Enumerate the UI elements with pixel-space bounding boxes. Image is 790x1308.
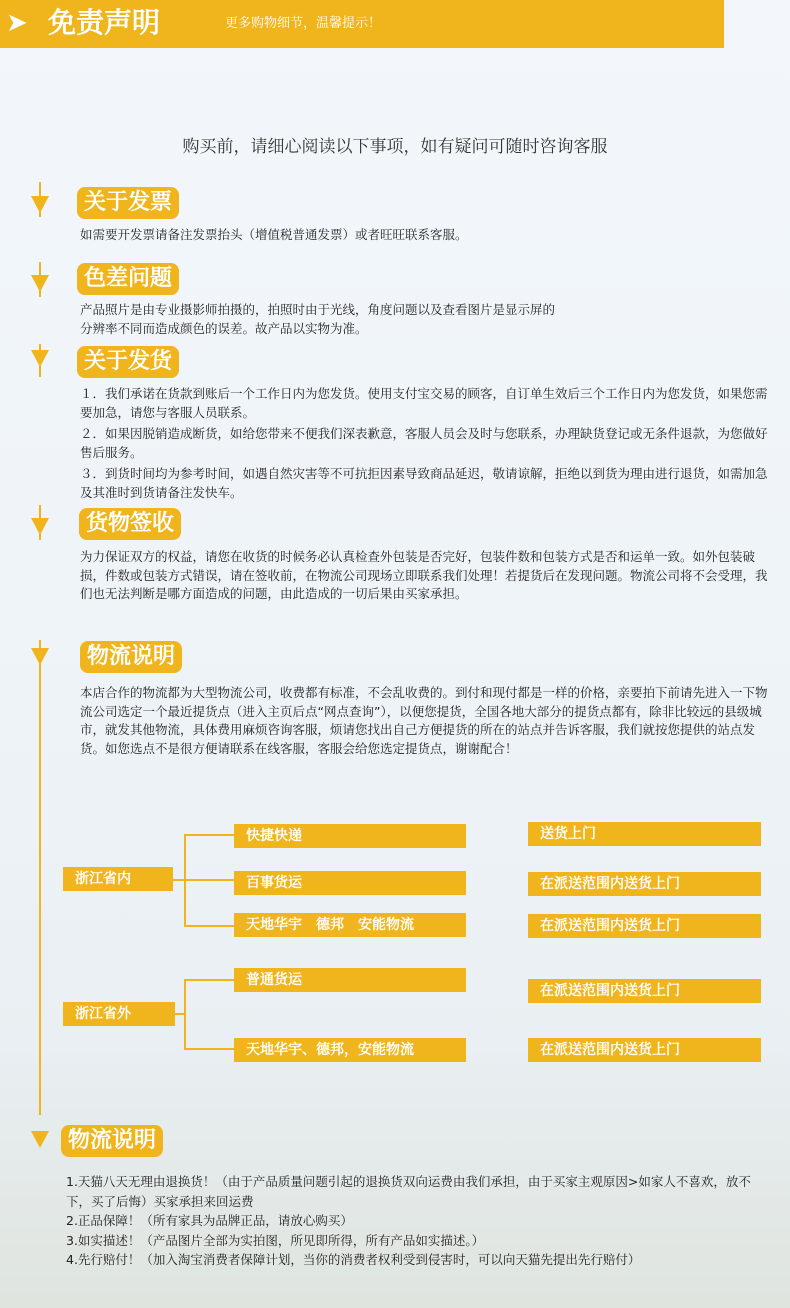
- timeline-line: [39, 640, 41, 1115]
- carrier-box: 百事货运: [234, 871, 466, 895]
- service-box: 在派送范围内送货上门: [528, 914, 761, 938]
- receipt-line: 为力保证双方的权益，请您在收货的时候务必认真检查外包装是否完好，包装件数和包装方式是否和运单一致。如外包装破损，件数或包装方式错误，请在签收前，在物流公司现场立即联系我们处理！若提货后在发现问题。物流公司将不会受理，我们也无法判断是哪方面造成的问题，由此造成的一切后果由买家承担。: [80, 549, 768, 601]
- guarantee-line: 3.如实描述！（产品图片全部为实拍图，所见即所得，所有产品如实描述。）: [66, 1232, 485, 1248]
- color-line: 产品照片是由专业摄影师拍摄的，拍照时由于光线，角度问题以及查看图片是显示屏的: [80, 302, 556, 317]
- page-subtitle: 更多购物细节，温馨提示！: [225, 16, 382, 31]
- carrier-box: 普通货运: [234, 968, 466, 992]
- timeline-marker-icon: [31, 648, 49, 665]
- connector-line: [184, 925, 234, 927]
- color-text: [80, 301, 760, 338]
- guarantee-line: 1.天猫八天无理由退换货！（由于产品质量问题引起的退换货双向运费由我们承担，由于买家主观原因>如家人不喜欢，放不下，买了后悔）买家承担来回运费: [66, 1174, 751, 1209]
- receipt-text: [80, 548, 768, 604]
- service-box: 在派送范围内送货上门: [528, 979, 761, 1003]
- region-box-zhejiang-in: 浙江省内: [63, 867, 173, 891]
- invoice-line: 如需要开发票请备注发票抬头（增值税普通发票）或者旺旺联系客服。: [80, 227, 468, 242]
- carrier-box: 天地华宇、德邦，安能物流: [234, 1038, 466, 1062]
- service-box: 在派送范围内送货上门: [528, 1038, 761, 1062]
- logistics-text: [80, 684, 768, 758]
- color-line: 分辨率不同而造成颜色的误差。故产品以实物为准。: [80, 320, 368, 336]
- carrier-box: 天地华宇 德邦 安能物流: [234, 913, 466, 937]
- timeline-marker-icon: [31, 350, 49, 367]
- logistics-line: 本店合作的物流都为大型物流公司，收费都有标准，不会乱收费的。到付和现付都是一样的价格，亲要拍下前请先进入一下物流公司选定一个最近提货点（进入主页后点“网点查询”），以便您提货，全国各地大部分的提货点都有，除非比较远的县级城市，就发其他物流，具体费用麻烦咨询客服，烦请您找出自己方便提货的所在的站点并告诉客服，我们就按您提供的站点发货。如您选点不是很方便请联系在线客服，客服会给您选定提货点，谢谢配合！: [80, 685, 768, 756]
- section-title-shipping: 关于发货: [77, 346, 179, 378]
- timeline-marker-icon: [31, 1131, 49, 1148]
- shipping-text: [80, 385, 768, 502]
- guarantee-line: 4.先行赔付！（加入淘宝消费者保障计划，当你的消费者权利受到侵害时，可以向天猫先提出先行赔付）: [66, 1252, 641, 1267]
- section-title-color: 色差问题: [77, 263, 179, 295]
- guarantee-line: 2.正品保障！（所有家具为品牌正品，请放心购买）: [66, 1213, 353, 1228]
- timeline-marker-icon: [31, 518, 49, 535]
- guarantee-text: [66, 1172, 766, 1270]
- arrow-right-icon: ➤: [6, 8, 28, 38]
- connector-line: [184, 879, 234, 881]
- invoice-text: [80, 226, 760, 245]
- intro-text: 购买前，请细心阅读以下事项，如有疑问可随时咨询客服: [182, 137, 608, 157]
- page-title: 免责声明: [48, 6, 161, 39]
- service-box: 送货上门: [528, 822, 761, 846]
- carrier-box: 快捷快递: [234, 824, 466, 848]
- section-title-guarantee: 物流说明: [61, 1125, 163, 1157]
- timeline-marker-icon: [31, 275, 49, 292]
- shipping-line: ３．到货时间均为参考时间，如遇自然灾害等不可抗拒因素导致商品延迟，敬请谅解，拒绝以到货为理由进行退货，如需加急及其准时到货请备注发快车。: [80, 466, 768, 500]
- section-title-receipt: 货物签收: [79, 508, 181, 540]
- connector-line: [184, 979, 234, 981]
- connector-line: [184, 979, 186, 1050]
- shipping-line: ２．如果因脱销造成断货，如给您带来不便我们深表歉意，客服人员会及时与您联系，办理缺货登记或无条件退款，为您做好售后服务。: [80, 426, 768, 460]
- timeline-marker-icon: [31, 196, 49, 213]
- section-title-invoice: 关于发票: [77, 187, 179, 219]
- header-banner: [0, 0, 724, 48]
- connector-line: [184, 834, 234, 836]
- section-title-logistics: 物流说明: [80, 641, 182, 673]
- shipping-line: １．我们承诺在货款到账后一个工作日内为您发货。使用支付宝交易的顾客，自订单生效后三个工作日内为您发货，如果您需要加急，请您与客服人员联系。: [80, 386, 768, 420]
- region-box-zhejiang-out: 浙江省外: [63, 1002, 175, 1026]
- connector-line: [184, 1048, 234, 1050]
- service-box: 在派送范围内送货上门: [528, 872, 761, 896]
